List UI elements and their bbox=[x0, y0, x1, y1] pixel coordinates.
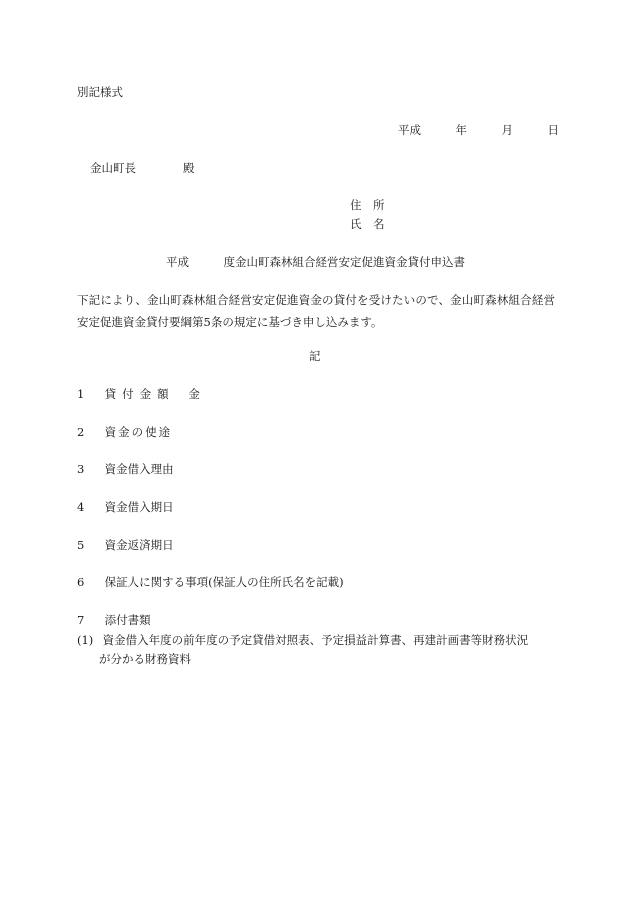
document-title: 平成 度金山町森林組合経営安定促進資金貸付申込書 bbox=[166, 255, 465, 269]
item-label: 資金借入期日 bbox=[104, 500, 174, 514]
item-5 bbox=[77, 537, 174, 553]
item-7 bbox=[77, 612, 151, 628]
item-label: 資金の使途 bbox=[104, 425, 173, 439]
ki-label: 記 bbox=[309, 349, 321, 363]
attachment-number: (1) bbox=[77, 633, 94, 647]
item-number: 1 bbox=[77, 387, 85, 401]
item-label: 保証人に関する事項(保証人の住所氏名を記載) bbox=[104, 575, 344, 589]
attachment-item bbox=[77, 632, 528, 648]
item-label: 添付書類 bbox=[104, 613, 151, 627]
item-label: 資金返済期日 bbox=[104, 538, 174, 552]
item-label: 貸付金額 bbox=[104, 387, 175, 401]
body-text: 下記により、金山町森林組合経営安定促進資金の貸付を受けたいので、金山町森林組合経営安定促進資金貸付要綱第5条の規定に基づき申し込みます。 bbox=[77, 293, 555, 329]
item-2 bbox=[77, 424, 172, 440]
item-4 bbox=[77, 499, 174, 515]
attachment-line-2: が分かる財務資料 bbox=[99, 652, 191, 666]
item-label: 資金借入理由 bbox=[104, 462, 174, 476]
date-line: 平成 年 月 日 bbox=[398, 123, 559, 137]
name-label: 氏 名 bbox=[350, 217, 385, 231]
addressee: 金山町長 bbox=[90, 161, 136, 175]
address-label: 住 所 bbox=[350, 198, 385, 212]
item-6 bbox=[77, 574, 344, 590]
form-label: 別記様式 bbox=[77, 85, 123, 99]
item-number: 3 bbox=[77, 462, 85, 476]
item-1 bbox=[77, 386, 200, 402]
honorific: 殿 bbox=[183, 161, 195, 175]
item-number: 7 bbox=[77, 613, 85, 627]
attachment-line-1: 資金借入年度の前年度の予定貸借対照表、予定損益計算書、再建計画書等財務状況 bbox=[102, 633, 529, 647]
item-amount-yen: 金 bbox=[188, 387, 200, 401]
item-number: 4 bbox=[77, 500, 85, 514]
item-number: 5 bbox=[77, 538, 85, 552]
item-3 bbox=[77, 461, 174, 477]
item-number: 6 bbox=[77, 575, 85, 589]
item-number: 2 bbox=[77, 425, 85, 439]
